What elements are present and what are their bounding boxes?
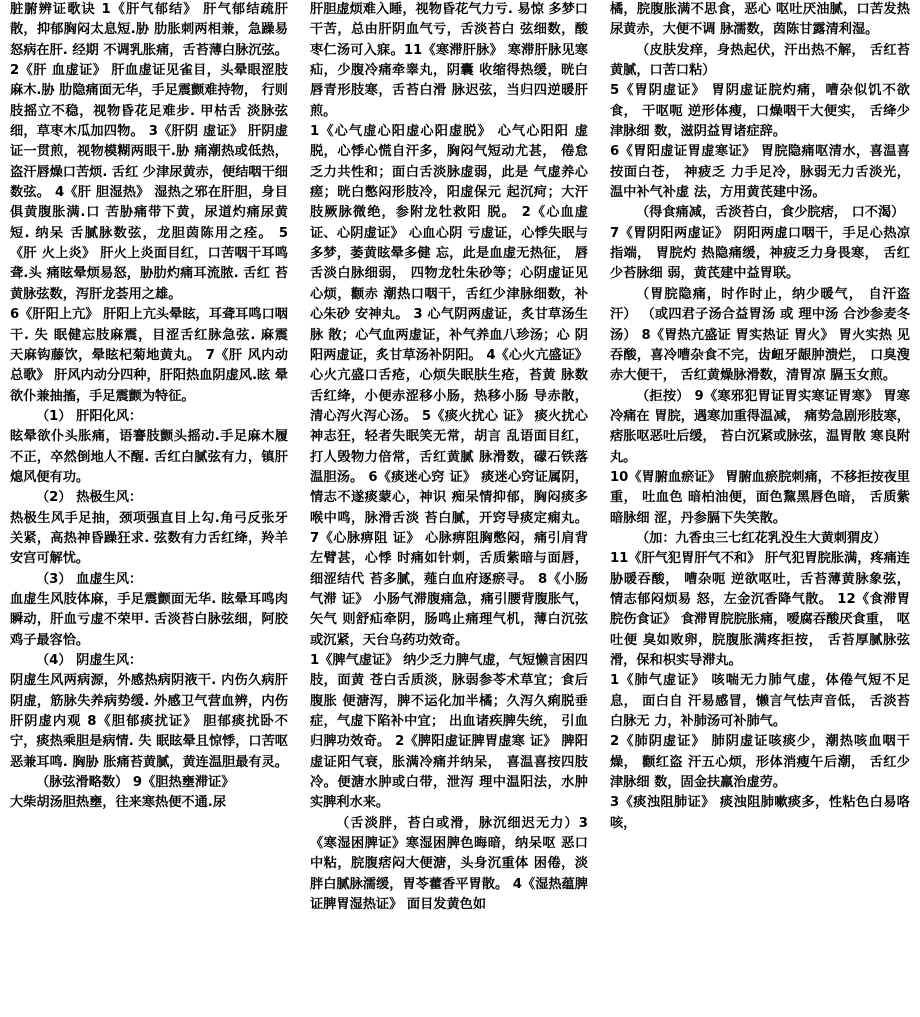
paragraph: 橘，脘腹胀满不思食，恶心 呕吐厌油腻，口苦发热尿黄赤，大便不调 脉濡数，茵陈甘露清利湿。	[610, 2, 910, 38]
paragraph-heading: （1） 肝阳化风：	[36, 408, 143, 424]
paragraph: 血虚生风肢体麻，手足震颤面无华. 眩晕耳鸣肉瞬动，肝血亏虚不荣甲. 舌淡苔白脉弦细，阿胶鸡子最容恰。	[10, 591, 288, 648]
text-column-2	[310, 0, 588, 1017]
paragraph-note: （加：九香虫三七红花乳没生大黄刺猬皮）	[636, 530, 887, 546]
paragraph: 热极生风手足抽，颈项强直目上勾.角弓反张牙关紧，高热神昏躁狂求. 弦数有力舌红绛，羚羊安宫可解忧。	[10, 510, 288, 567]
text-column-3	[610, 0, 910, 1017]
paragraph-heading: （2） 热极生风：	[36, 490, 143, 506]
paragraph-note: （胃脘隐痛，时作时止，纳少暖气， 自汗盗汗） （或四君子汤合益胃汤 或 理中汤 合沙参麦冬汤） 8《胃热亢盛证 胃实热证 胃火》 胃火实热 见吞酸，喜冷嘈杂食不完，齿衄牙龈肿溃烂， 口臭溲赤大便干， 舌红黄燥脉滑数，清胃凉 膈玉女煎。	[610, 286, 910, 384]
paragraph-heading: （3） 血虚生风：	[36, 571, 143, 587]
paragraph-heading: （4） 阴虚生风：	[36, 653, 143, 668]
paragraph: 11《肝气犯胃肝气不和》 肝气犯胃脘胀满，疼痛连胁暖吞酸， 嘈杂呃 逆欲呕吐，舌苔薄黄脉象弦， 情志郁闷烦易 怒，左金沉香降气散。 12《食滞胃脘伤食证》 食滞胃脘脘胀痛，嗳腐吞酸厌食重， 呕吐便 臭如败卵，脘腹胀满疼拒按， 舌苔厚腻脉弦 滑，保和枳实导滞丸。	[610, 551, 910, 668]
paragraph: 脏腑辨证歌诀 1《肝气郁结》 肝气郁结疏肝散，抑郁胸闷太息短.胁 肋胀刺两相兼，急躁易怒病在肝. 经期 不调乳胀痛，舌苔薄白脉沉弦。 2《肝 血虚证》 肝血虚证见雀目，头晕眼涩肢麻木.胁 肋隐痛面无华，手足震颤难持物， 行则 肢摇立不稳，视物昏花足难步. 甲枯舌 淡脉弦细，草枣木瓜加四物。 3《肝阴 虚证》 肝阴虚证一贯煎，视物模糊两眼干.胁 痛潮热或低热，盗汗唇燥口苦烦. 舌红 少津尿黄赤，便结咽干细数弦。 4《肝 胆湿热》 湿热之邪在肝胆，身目俱黄腹胀满.口 苦胁痛带下黄，尿道灼痛尿黄短. 纳呆 舌腻脉数弦，龙胆茵陈用之痊。 5《肝 火上炎》 肝火上炎面目红，口苦咽干耳鸣聋.头 痛眩晕烦易怒，胁肋灼痛耳流脓. 舌红 苔黄脉弦数，泻肝龙荟用之雄。	[10, 2, 288, 302]
paragraph: 大柴胡汤胆热壅，往来寒热便不通.尿	[10, 795, 227, 811]
paragraph-note: （皮肤发痒，身热起伏，汗出热不解， 舌红苔黄腻，口苦口粘）	[610, 42, 910, 79]
paragraph: 7《胃阴阳两虚证》 阴阳两虚口咽干，手足心热凉指端， 胃脘灼 热隐痛缓，神疲乏力身畏寒， 舌红少苔脉细 弱，黄芪建中益胃联。	[610, 225, 910, 282]
paragraph-note: （舌淡胖，苔白或滑，脉沉细迟无力）3《寒湿困脾证》寒湿困脾色晦暗，纳呆呕 恶口中粘，脘腹痞闷大便溏，头身沉重体 困倦，淡胖白腻脉濡缓，胃苓藿香平胃散。 4《湿热蕴脾证脾胃湿热证》 面目发黄色如	[310, 815, 588, 913]
paragraph-note: （脉弦滑略数） 9《胆热壅滞证》	[36, 775, 235, 791]
paragraph: 阴虚生风两病源，外感热病阴液干. 内伤久病肝阴虚，筋脉失养病势缓. 外感卫气营血辨，内伤肝阴虚内观 8《胆郁痰扰证》 胆郁痰扰卧不宁，痰热乘胆是病情. 失 眠眩晕且惊悸，口苦呕恶兼耳鸣. 胸胁 胀痛苔黄腻，黄连温胆最有灵。	[10, 673, 288, 770]
paragraph: 1《心气虚心阳虚心阳虚脱》 心气心阳阳 虚脱，心悸心慌自汗多，胸闷气短动尤甚， 倦怠乏力共性和；面白舌淡脉虚弱，此是 气虚养心瘥；晄白憋闷形肢冷，阳虚保元 起沉疴；大汗肢厥脉微绝，参附龙牡救阳 脱。 2《心血虚证、心阴虚证》 心血心阴 亏虚证，心悸失眠与多梦，萎黄眩晕多健 忘，此是血虚无热征， 唇舌淡白脉细弱， 四物龙牡朱砂等；心阴虚证见心烦，颧赤 潮热口咽干，舌红少津脉细数，补心朱砂 安神丸。 3 心气阴两虚证，炙甘草汤生脉 散；心气血两虚证，补气养血八珍汤；心 阴阳两虚证，炙甘草汤补阴阳。 4《心火亢盛证》 心火亢盛口舌疮，心烦失眠肤生疮，苔黄 脉数舌红绛，小便赤涩移小肠，热移小肠 导赤散，清心泻火泻心汤。 5《痰火扰心 证》 痰火扰心神志狂，轻者失眠笑无常，胡言 乱语面目红，打人毁物力倍常，舌红黄腻 脉滑数，礞石铁落温胆汤。 6《痰迷心窍 证》 痰迷心窍证属阴，情志不遂痰蒙心，神识 痴呆情抑郁，胸闷痰多喉中鸣，脉滑舌淡 苔白腻，开窍导痰定痫丸。 7《心脉痹阻 证》 心脉痹阻胸憋闷，痛引肩背左臂甚，心悸 时痛如针刺，舌质紫暗与面唇，细涩结代 苔多腻，薤白血府逐瘀寻。 8《小肠气滞 证》 小肠气滞腹痛急，痛引腰背腹胀气，矢气 则舒疝牵阴，肠鸣止痛理气机，薄白沉弦 或沉紧，天台乌药功效奇。	[310, 124, 588, 648]
paragraph: 6《肝阳上亢》 肝阳上亢头晕眩，耳聋耳鸣口咽干. 失 眠健忘肢麻震，目涩舌红脉急弦. 麻震 天麻钩藤饮，晕眩杞菊地黄丸。 7《肝 风内动总歌》 肝风内动分四种，肝阳热血阴虚风.眩 晕欲仆兼抽搐，手足震颤为特征。	[10, 307, 288, 404]
paragraph: 2《肺阴虚证》 肺阴虚证咳痰少，潮热咳血咽干燥， 颧红盗 汗五心烦，形体消瘦午后潮， 舌红少津脉细 数，固金扶羸治虚劳。	[610, 734, 910, 791]
text-column-1	[10, 0, 288, 1017]
paragraph: 6《胃阳虚证胃虚寒证》 胃脘隐痛呕清水，喜温喜按面白苍， 神疲乏 力手足冷，脉弱无力舌淡光， 温中补气补虚 法，方用黄芪建中汤。	[610, 144, 910, 201]
paragraph: 1《脾气虚证》 纳少乏力脾气虚，气短懒言困四肢，面黄 苍白舌质淡，脉弱参苓术草宜；食后腹胀 便溏泻，脾不运化加半橘；久泻久痢脱垂 症，气虚下陷补中宜； 出血诸疾脾失统， 引血归脾功效奇。 2《脾阳虚证脾胃虚寒 证》 脾阳虚证阳气衰，胀满冷痛并纳呆， 喜温喜按四肢冷。便溏水肿或白带，泄泻 理中温阳法，水肿实脾利水来。	[310, 653, 588, 811]
paragraph: 1《肺气虚证》 咳喘无力肺气虚，体倦气短不足息， 面白自 汗易感冒，懒言气怯声音低， 舌淡苔白脉无 力，补肺汤可补肺气。	[610, 673, 910, 730]
paragraph: 肝胆虚烦难入睡，视物昏花气力亏. 易惊 多梦口干苦，总由肝阴血气亏，舌淡苔白 弦细数，酸枣仁汤可入寐。11《寒滞肝脉》 寒滞肝脉见寒疝，少腹冷痛牵睾丸，阴囊 收缩得热缓，晄白唇青形肢寒，舌苔白滑 脉迟弦，当归四逆暖肝煎。	[310, 2, 588, 119]
paragraph: 眩晕欲仆头胀痛，语謇肢颤头摇动.手足麻木履不正，卒然倒地人不醒. 舌红白腻弦有力，镇肝熄风便有功。	[10, 429, 288, 485]
paragraph: 5《胃阴虚证》 胃阴虚证脘灼痛，嘈杂似饥不欲食， 干呕呃 逆形体瘦，口燥咽干大便实， 舌绛少津脉细 数，滋阴益胃诸症辞。	[610, 83, 910, 140]
paragraph-note: （得食痛减，舌淡苔白，食少脘痞， 口不渴）	[636, 205, 905, 221]
paragraph: 10《胃腑血瘀证》 胃腑血瘀脘刺痛，不移拒按夜里重， 吐血色 暗柏油便，面色黧黑唇色暗， 舌质紫暗脉细 涩，丹参膈下失笑散。	[610, 469, 910, 526]
paragraph-note: （拒按） 9《寒邪犯胃证胃实寒证胃寒》 胃寒冷痛在 胃脘，遇寒加重得温减， 痛势急剧形肢寒， 痞胀呕恶吐后缓， 苔白沉紧或脉弦，温胃散 寒良附丸。	[610, 388, 910, 465]
paragraph: 3《痰浊阻肺证》 痰浊阻肺嗽痰多，性粘色白易咯咳，	[610, 795, 910, 831]
